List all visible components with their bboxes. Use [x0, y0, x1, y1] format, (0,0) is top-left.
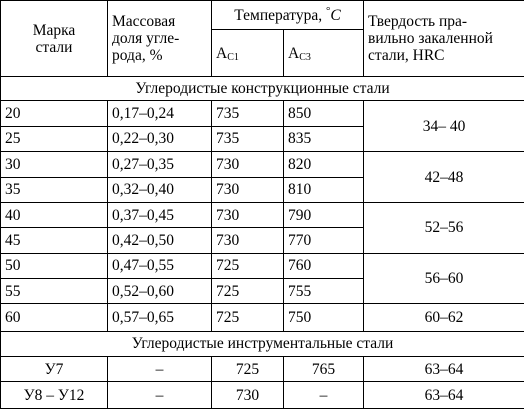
ac3-cell: 850	[284, 101, 364, 126]
header-carbon	[108, 1, 212, 77]
carbon-cell: 0,42–0,50	[108, 228, 212, 253]
table-row	[1, 382, 524, 409]
grade-cell: 40	[1, 202, 108, 227]
temperature-unit: C	[330, 6, 341, 24]
hardness-cell: 63–64	[364, 382, 524, 409]
header-ac3	[284, 30, 364, 77]
ac1-cell: 730	[212, 202, 284, 227]
header-grade-line2: стали	[35, 38, 73, 56]
header-temperature	[212, 1, 364, 30]
carbon-cell: 0,37–0,45	[108, 202, 212, 227]
ac1-cell: 725	[212, 357, 284, 382]
ac3-cell: –	[284, 382, 364, 409]
header-grade	[1, 1, 108, 77]
grade-cell: 45	[1, 228, 108, 253]
table-row	[1, 253, 524, 278]
table-row	[1, 357, 524, 382]
hardness-cell: 42–48	[364, 152, 524, 203]
grade-cell: 50	[1, 253, 108, 278]
ac3-cell: 810	[284, 177, 364, 202]
hardness-cell: 56–60	[364, 253, 524, 304]
ac3-cell: 770	[284, 228, 364, 253]
ac1-subscript: C1	[227, 51, 239, 63]
carbon-cell: 0,27–0,35	[108, 152, 212, 177]
ac1-cell: 730	[212, 228, 284, 253]
grade-cell: У8 – У12	[1, 382, 108, 409]
table-row	[1, 152, 524, 177]
header-hardness-line2: вильно закаленной	[368, 30, 493, 48]
ac1-cell: 725	[212, 278, 284, 303]
ac3-cell: 755	[284, 278, 364, 303]
header-temperature-label: Температура,	[234, 6, 323, 24]
carbon-cell: –	[108, 357, 212, 382]
ac3-subscript: C3	[299, 51, 311, 63]
carbon-cell: 0,52–0,60	[108, 278, 212, 303]
ac3-cell: 835	[284, 126, 364, 151]
carbon-cell: –	[108, 382, 212, 409]
table-row	[1, 202, 524, 227]
grade-cell: 35	[1, 177, 108, 202]
ac3-cell: 820	[284, 152, 364, 177]
header-carbon-line1: Массовая	[112, 13, 176, 31]
hardness-cell: 52–56	[364, 202, 524, 253]
table-row	[1, 304, 524, 331]
header-grade-line1: Марка	[32, 21, 76, 39]
ac3-cell: 765	[284, 357, 364, 382]
grade-cell: 60	[1, 304, 108, 331]
ac1-cell: 730	[212, 177, 284, 202]
ac3-cell: 750	[284, 304, 364, 331]
carbon-cell: 0,32–0,40	[108, 177, 212, 202]
carbon-cell: 0,17–0,24	[108, 101, 212, 126]
carbon-cell: 0,22–0,30	[108, 126, 212, 151]
grade-cell: У7	[1, 357, 108, 382]
header-ac1	[212, 30, 284, 77]
table-row	[1, 101, 524, 126]
header-carbon-line2: доля угле-	[112, 30, 180, 48]
grade-cell: 20	[1, 101, 108, 126]
ac3-cell: 790	[284, 202, 364, 227]
ac1-cell: 725	[212, 253, 284, 278]
ac3-cell: 760	[284, 253, 364, 278]
carbon-cell: 0,57–0,65	[108, 304, 212, 331]
section-tool: Углеродистые инструментальные стали	[1, 331, 524, 356]
section-structural: Углеродистые конструкционные стали	[1, 77, 524, 101]
degree-sign: °	[325, 4, 331, 17]
ac1-cell: 725	[212, 304, 284, 331]
header-carbon-line3: рода, %	[112, 47, 163, 65]
hardness-cell: 63–64	[364, 357, 524, 382]
grade-cell: 25	[1, 126, 108, 151]
grade-cell: 30	[1, 152, 108, 177]
ac1-cell: 730	[212, 152, 284, 177]
carbon-cell: 0,47–0,55	[108, 253, 212, 278]
ac1-cell: 735	[212, 101, 284, 126]
header-hardness-line3: стали, HRC	[368, 47, 445, 65]
ac1-cell: 735	[212, 126, 284, 151]
grade-cell: 55	[1, 278, 108, 303]
ac1-cell: 730	[212, 382, 284, 409]
ac1-letter: A	[216, 44, 228, 62]
hardness-cell: 60–62	[364, 304, 524, 331]
header-hardness-line1: Твердость пра-	[368, 13, 468, 31]
ac3-letter: A	[288, 44, 300, 62]
header-hardness	[364, 1, 524, 77]
hardness-cell: 34– 40	[364, 101, 524, 152]
